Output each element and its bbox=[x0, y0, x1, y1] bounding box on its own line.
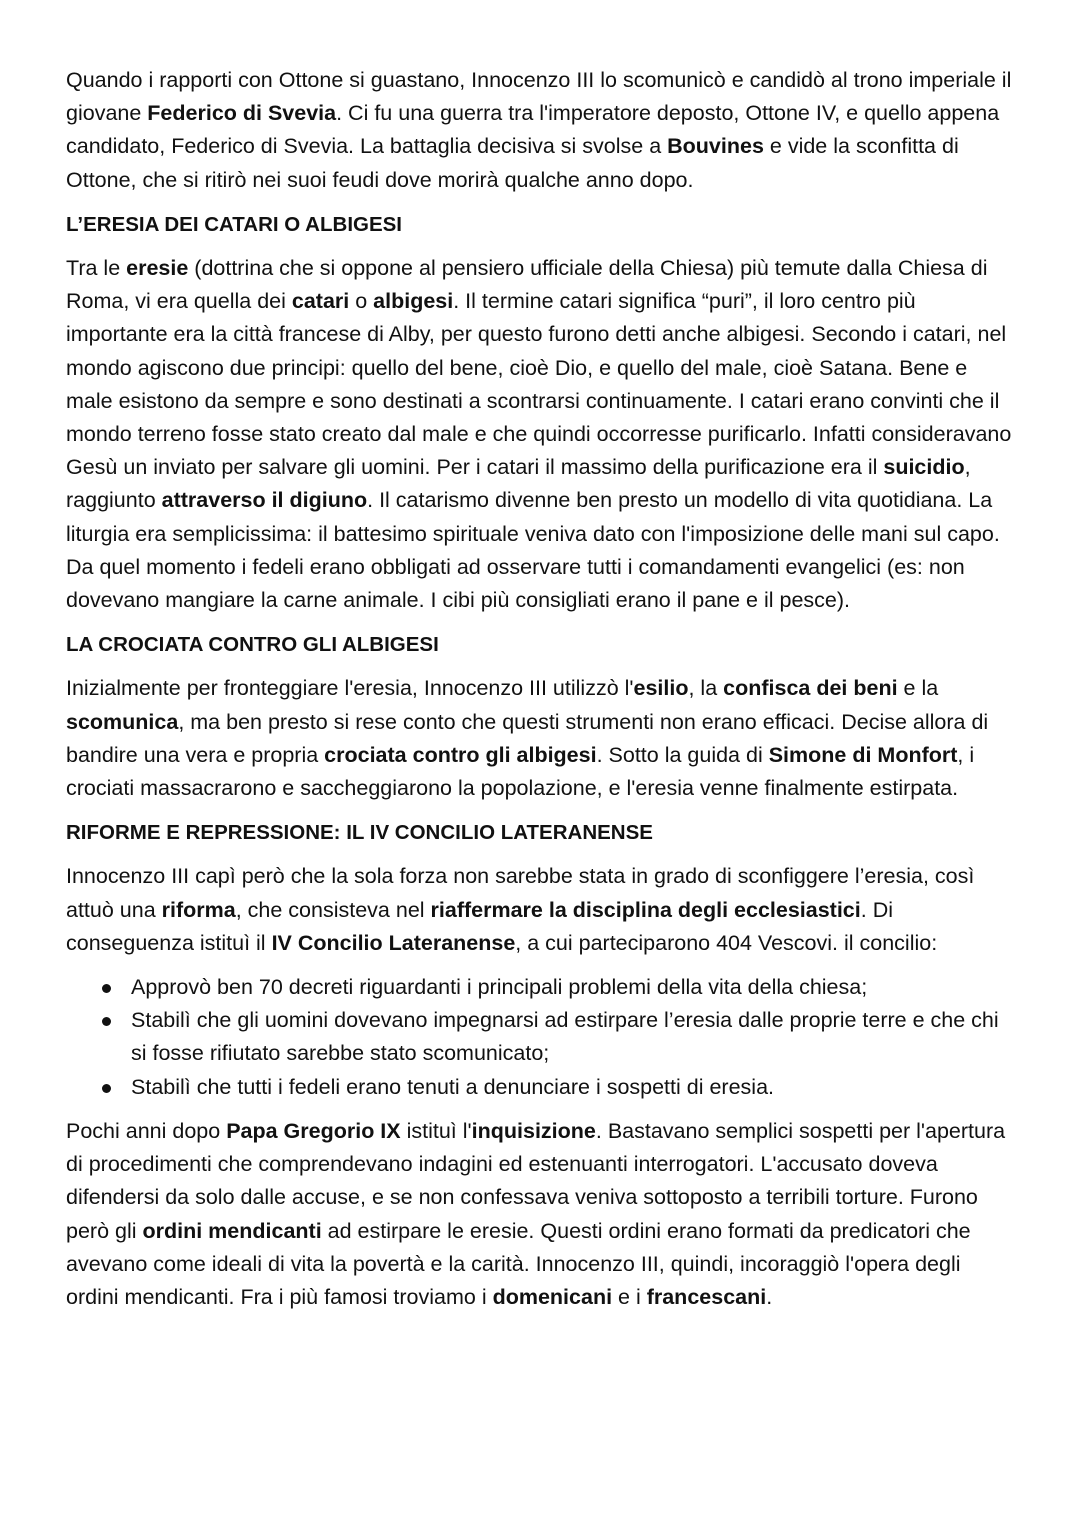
text-run: istituì l' bbox=[400, 1118, 472, 1143]
text-run: . Sotto la guida di bbox=[596, 742, 769, 767]
list-item bbox=[66, 1004, 1016, 1070]
text-run: , ma ben presto si rese conto che questi strumenti non erano efficaci. Decise allora di bandire una vera e propria bbox=[66, 709, 989, 767]
bold-term: albigesi bbox=[373, 289, 454, 314]
catari-paragraph bbox=[66, 252, 1016, 617]
bold-term: riaffermare la disciplina degli ecclesiastici bbox=[430, 897, 861, 922]
bold-term: catari bbox=[291, 289, 350, 314]
crociata-paragraph bbox=[66, 672, 1016, 805]
bold-term: Federico di Svevia bbox=[147, 101, 337, 126]
text-run: e vide la sconfitta di Ottone, che si ritirò nei suoi feudi dove morirà qualche anno dopo. bbox=[66, 134, 959, 192]
text-run: e la bbox=[897, 676, 939, 701]
text-run: Quando i rapporti con Ottone si guastano, Innocenzo III lo scomunicò e candidò al trono imperiale il giovane bbox=[66, 68, 1012, 126]
bold-term: attraverso il digiuno bbox=[161, 488, 368, 513]
text-run: Inizialmente per fronteggiare l'eresia, Innocenzo III utilizzò l' bbox=[66, 676, 634, 701]
bold-term: Bouvines bbox=[667, 134, 764, 159]
concilio-decisions-list bbox=[66, 971, 1016, 1104]
text-run: . Il catarismo divenne ben presto un modello di vita quotidiana. La liturgia era semplicissima: il battesimo spirituale veniva dato con l'imposizione delle mani sul capo. Da quel momento i fedeli erano obbligati ad osservare tutti i comandamenti evangelici (es: non dovevano mangiare la carne animale. I cibi più consigliati erano il pane e il pesce). bbox=[66, 488, 1000, 613]
bullet-icon bbox=[102, 984, 111, 993]
text-run: Innocenzo III capì però che la sola forza non sarebbe stata in grado di sconfiggere l’eresia, così attuò una bbox=[66, 864, 975, 922]
section-heading-catari: L’ERESIA DEI CATARI O ALBIGESI bbox=[66, 212, 402, 236]
text-run: , raggiunto bbox=[66, 455, 971, 513]
bold-term: riforma bbox=[161, 897, 236, 922]
intro-paragraph bbox=[66, 64, 1016, 197]
bold-term: Papa Gregorio IX bbox=[226, 1118, 401, 1143]
text-run: , a cui parteciparono 404 Vescovi. il concilio: bbox=[515, 930, 938, 955]
bold-term: IV Concilio Lateranense bbox=[271, 930, 516, 955]
text-run: (dottrina che si oppone al pensiero ufficiale della Chiesa) più temute dalla Chiesa di Roma, vi era quella dei bbox=[66, 256, 988, 314]
section-heading-crociata: LA CROCIATA CONTRO GLI ALBIGESI bbox=[66, 633, 439, 657]
text-run: e i bbox=[612, 1284, 647, 1309]
bold-term: confisca dei beni bbox=[723, 676, 898, 701]
list-item-text: Stabilì che tutti i fedeli erano tenuti a denunciare i sospetti di eresia. bbox=[131, 1074, 774, 1099]
bold-term: eresie bbox=[126, 256, 189, 281]
bold-term: crociata contro gli albigesi bbox=[324, 742, 597, 767]
bold-term: ordini mendicanti bbox=[142, 1218, 322, 1243]
section-heading-concilio: RIFORME E REPRESSIONE: IL IV CONCILIO LATERANENSE bbox=[66, 821, 653, 845]
text-run: . Il termine catari significa “puri”, il loro centro più importante era la città francese di Alby, per questo furono detti anche albigesi. Secondo i catari, nel mondo agiscono due principi: quello del bene, cioè Dio, e quello del male, cioè Satana. Bene e male esistono da sempre e sono destinati a scontrarsi continuamente. I catari erano convinti che il mondo terreno fosse stato creato dal male e che quindi occorresse purificarlo. Infatti consideravano Gesù un inviato per salvare gli uomini. Per i catari il massimo della purificazione era il bbox=[66, 289, 1012, 480]
text-run: , i crociati massacrarono e saccheggiarono la popolazione, e l'eresia venne finalmente estirpata. bbox=[66, 742, 975, 801]
text-run: ad estirpare le eresie. Questi ordini erano formati da predicatori che avevano come ideali di vita la povertà e la carità. Innocenzo III, quindi, incoraggiò l'opera degli ordini mendicanti. Fra i più famosi troviamo i bbox=[66, 1218, 971, 1309]
text-run: . Ci fu una guerra tra l'imperatore deposto, Ottone IV, e quello appena candidato, Federico di Svevia. La battaglia decisiva si svolse a bbox=[66, 101, 1000, 159]
list-item-text: Stabilì che gli uomini dovevano impegnarsi ad estirpare l’eresia dalle proprie terre e che chi si fosse rifiutato sarebbe stato scomunicato; bbox=[131, 1008, 999, 1066]
document-page bbox=[66, 64, 1016, 1325]
text-run: . bbox=[766, 1284, 773, 1309]
list-item bbox=[66, 1071, 1016, 1104]
text-run: . Di conseguenza istituì il bbox=[66, 897, 893, 955]
bold-term: Simone di Monfort bbox=[768, 742, 958, 767]
inquisizione-paragraph bbox=[66, 1115, 1016, 1314]
text-run: o bbox=[349, 289, 374, 314]
concilio-paragraph bbox=[66, 860, 1016, 960]
bullet-icon bbox=[102, 1017, 111, 1026]
text-run: , che consisteva nel bbox=[235, 897, 431, 922]
bold-term: suicidio bbox=[883, 455, 965, 480]
bold-term: inquisizione bbox=[471, 1118, 596, 1143]
list-item bbox=[66, 971, 1016, 1004]
bullet-icon bbox=[102, 1084, 111, 1093]
bold-term: esilio bbox=[633, 676, 689, 701]
text-run: Pochi anni dopo bbox=[66, 1118, 227, 1143]
bold-term: scomunica bbox=[66, 709, 179, 734]
text-run: , la bbox=[688, 676, 724, 701]
bold-term: francescani bbox=[646, 1284, 767, 1309]
text-run: . Bastavano semplici sospetti per l'apertura di procedimenti che comprendevano indagini ed estenuanti interrogatori. L'accusato doveva difendersi da solo dalle accuse, e se non confessava veniva sottoposto a terribili torture. Furono però gli bbox=[66, 1118, 1006, 1243]
bold-term: domenicani bbox=[492, 1284, 613, 1309]
text-run: Tra le bbox=[66, 256, 127, 281]
list-item-text: Approvò ben 70 decreti riguardanti i principali problemi della vita della chiesa; bbox=[131, 975, 868, 1000]
